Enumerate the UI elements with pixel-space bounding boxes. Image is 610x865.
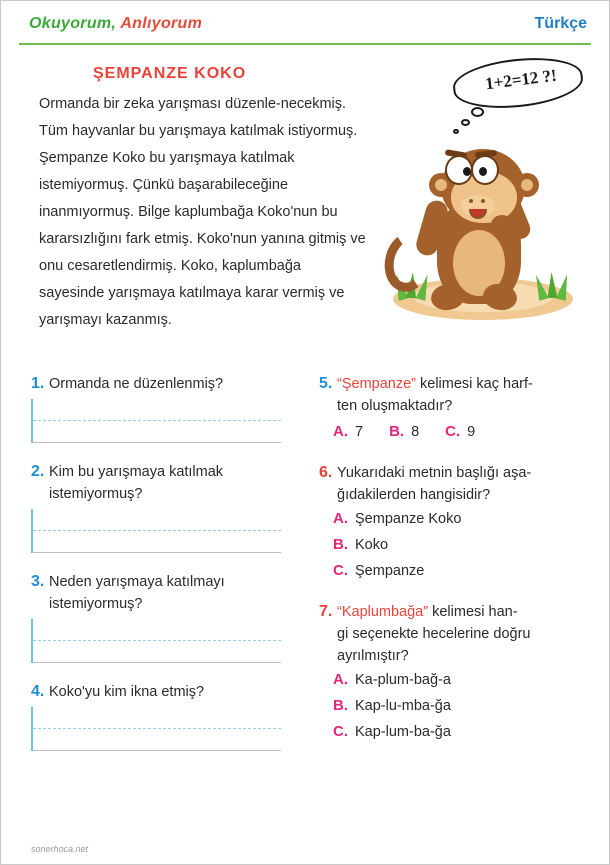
question-7-text-cont: gi seçenekte hecelerine doğru ayrılmıştır? — [337, 626, 531, 664]
story-title: ŞEMPANZE KOKO — [93, 65, 247, 82]
question-3-text: Neden yarışmaya katılmayı — [49, 574, 225, 590]
header-title-word1: Okuyorum, — [29, 15, 117, 32]
option-b-letter: B. — [333, 697, 348, 714]
option-b[interactable] — [333, 536, 581, 553]
monkey-right-ear-inner — [521, 179, 533, 191]
question-7 — [319, 601, 581, 740]
footer-credit: sonerhoca.net — [31, 844, 89, 854]
header-subject: Türkçe — [534, 15, 587, 32]
answer-line[interactable] — [33, 707, 281, 729]
chimpanzee-illustration — [379, 121, 589, 326]
monkey-left-pupil — [463, 167, 471, 176]
monkey-left-ear-inner — [435, 179, 447, 191]
answer-lines-1[interactable] — [31, 399, 281, 443]
option-b[interactable] — [389, 423, 419, 440]
option-b-text: Kap-lu-mba-ğa — [355, 698, 451, 714]
question-6-number: 6. — [319, 464, 333, 481]
question-1-number: 1. — [31, 375, 45, 392]
question-4-number: 4. — [31, 683, 45, 700]
question-2-text-cont: istemiyormuş? — [49, 486, 143, 502]
option-c-letter: C. — [333, 562, 348, 579]
question-6-text: Yukarıdaki metnin başlığı aşa- — [337, 465, 532, 481]
option-a-text: Şempanze Koko — [355, 511, 462, 527]
questions-column-right — [319, 373, 581, 749]
question-7-options — [319, 671, 581, 740]
option-a-letter: A. — [333, 671, 348, 688]
question-3 — [31, 571, 281, 663]
question-1-text: Ormanda ne düzenlenmiş? — [49, 376, 224, 392]
answer-line[interactable] — [33, 641, 281, 663]
question-7-text — [337, 601, 518, 623]
option-c-letter: C. — [445, 423, 461, 440]
option-a[interactable] — [333, 510, 581, 527]
option-c[interactable] — [445, 423, 475, 440]
option-b-letter: B. — [389, 423, 405, 440]
option-c[interactable] — [333, 723, 581, 740]
question-2-text: Kim bu yarışmaya katılmak — [49, 464, 224, 480]
question-5-options — [319, 423, 581, 440]
question-4 — [31, 681, 281, 751]
story-paragraph: Ormanda bir zeka yarışması düzenle-necekmiş. Tüm hayvanlar bu yarışmaya katılmak istiyormuş. Şempanze Koko bu yarışmaya katılmak istemiyormuş. Çünkü başarabileceğine inanmıyormuş. Bilge kaplumbağa Koko'nun bu kararsızlığını fark etmiş. Koko'nun yanına gitmiş ve onu cesaretlendirmiş. Koko, kaplumbağa sayesinde yarışmaya katılmaya karar vermiş ve yarışmayı kazanmış. — [39, 96, 366, 328]
question-3-number: 3. — [31, 573, 45, 590]
question-2-number: 2. — [31, 463, 45, 480]
grass-blade-icon — [547, 272, 558, 298]
option-a[interactable] — [333, 671, 581, 688]
answer-line[interactable] — [33, 619, 281, 641]
option-b-letter: B. — [333, 536, 348, 553]
answer-lines-3[interactable] — [31, 619, 281, 663]
page-header — [19, 15, 591, 45]
answer-line[interactable] — [33, 421, 281, 443]
question-6-text-cont: ğıdakilerden hangisidir? — [337, 487, 491, 503]
question-5-text-cont: ten oluşmaktadır? — [337, 398, 453, 414]
option-a-text: 7 — [355, 424, 364, 440]
question-5-text-rest: kelimesi kaç harf- — [415, 376, 533, 392]
question-5-quoted-word: “Şempanze” — [337, 376, 416, 392]
option-a-letter: A. — [333, 423, 348, 440]
option-c[interactable] — [333, 562, 581, 579]
option-a-text: Ka-plum-bağ-a — [355, 672, 451, 688]
answer-line[interactable] — [33, 399, 281, 421]
thought-bubble-text: 1+2=12 ?! — [484, 65, 558, 94]
question-1 — [31, 373, 281, 443]
question-5 — [319, 373, 581, 440]
answer-line[interactable] — [33, 509, 281, 531]
option-c-text: Kap-lum-ba-ğa — [355, 724, 451, 740]
questions-column-left — [31, 373, 281, 757]
question-2 — [31, 461, 281, 553]
option-c-text: 9 — [467, 424, 476, 440]
answer-line[interactable] — [33, 531, 281, 553]
question-5-text — [337, 373, 533, 395]
option-c-letter: C. — [333, 723, 348, 740]
monkey-right-nostril — [481, 199, 485, 203]
monkey-left-nostril — [469, 199, 473, 203]
option-a-letter: A. — [333, 510, 348, 527]
option-b-text: 8 — [411, 424, 420, 440]
question-7-number: 7. — [319, 603, 333, 620]
monkey-right-pupil — [479, 167, 487, 176]
question-3-text-cont: istemiyormuş? — [49, 596, 143, 612]
option-c-text: Şempanze — [355, 563, 425, 579]
header-title-left — [29, 15, 202, 33]
option-b-text: Koko — [355, 537, 389, 553]
answer-lines-2[interactable] — [31, 509, 281, 553]
option-b[interactable] — [333, 697, 581, 714]
question-6 — [319, 462, 581, 579]
monkey-hand-on-chin — [491, 215, 513, 235]
answer-line[interactable] — [33, 729, 281, 751]
question-5-number: 5. — [319, 375, 333, 392]
question-7-quoted-word: “Kaplumbağa” — [337, 604, 429, 620]
question-4-text: Koko'yu kim ikna etmiş? — [49, 684, 205, 700]
answer-lines-4[interactable] — [31, 707, 281, 751]
option-a[interactable] — [333, 423, 363, 440]
header-title-word2: Anlıyorum — [120, 15, 203, 32]
question-7-text-rest: kelimesi han- — [428, 604, 518, 620]
thought-bubble-dot-large — [471, 107, 484, 117]
question-6-options — [319, 510, 581, 579]
